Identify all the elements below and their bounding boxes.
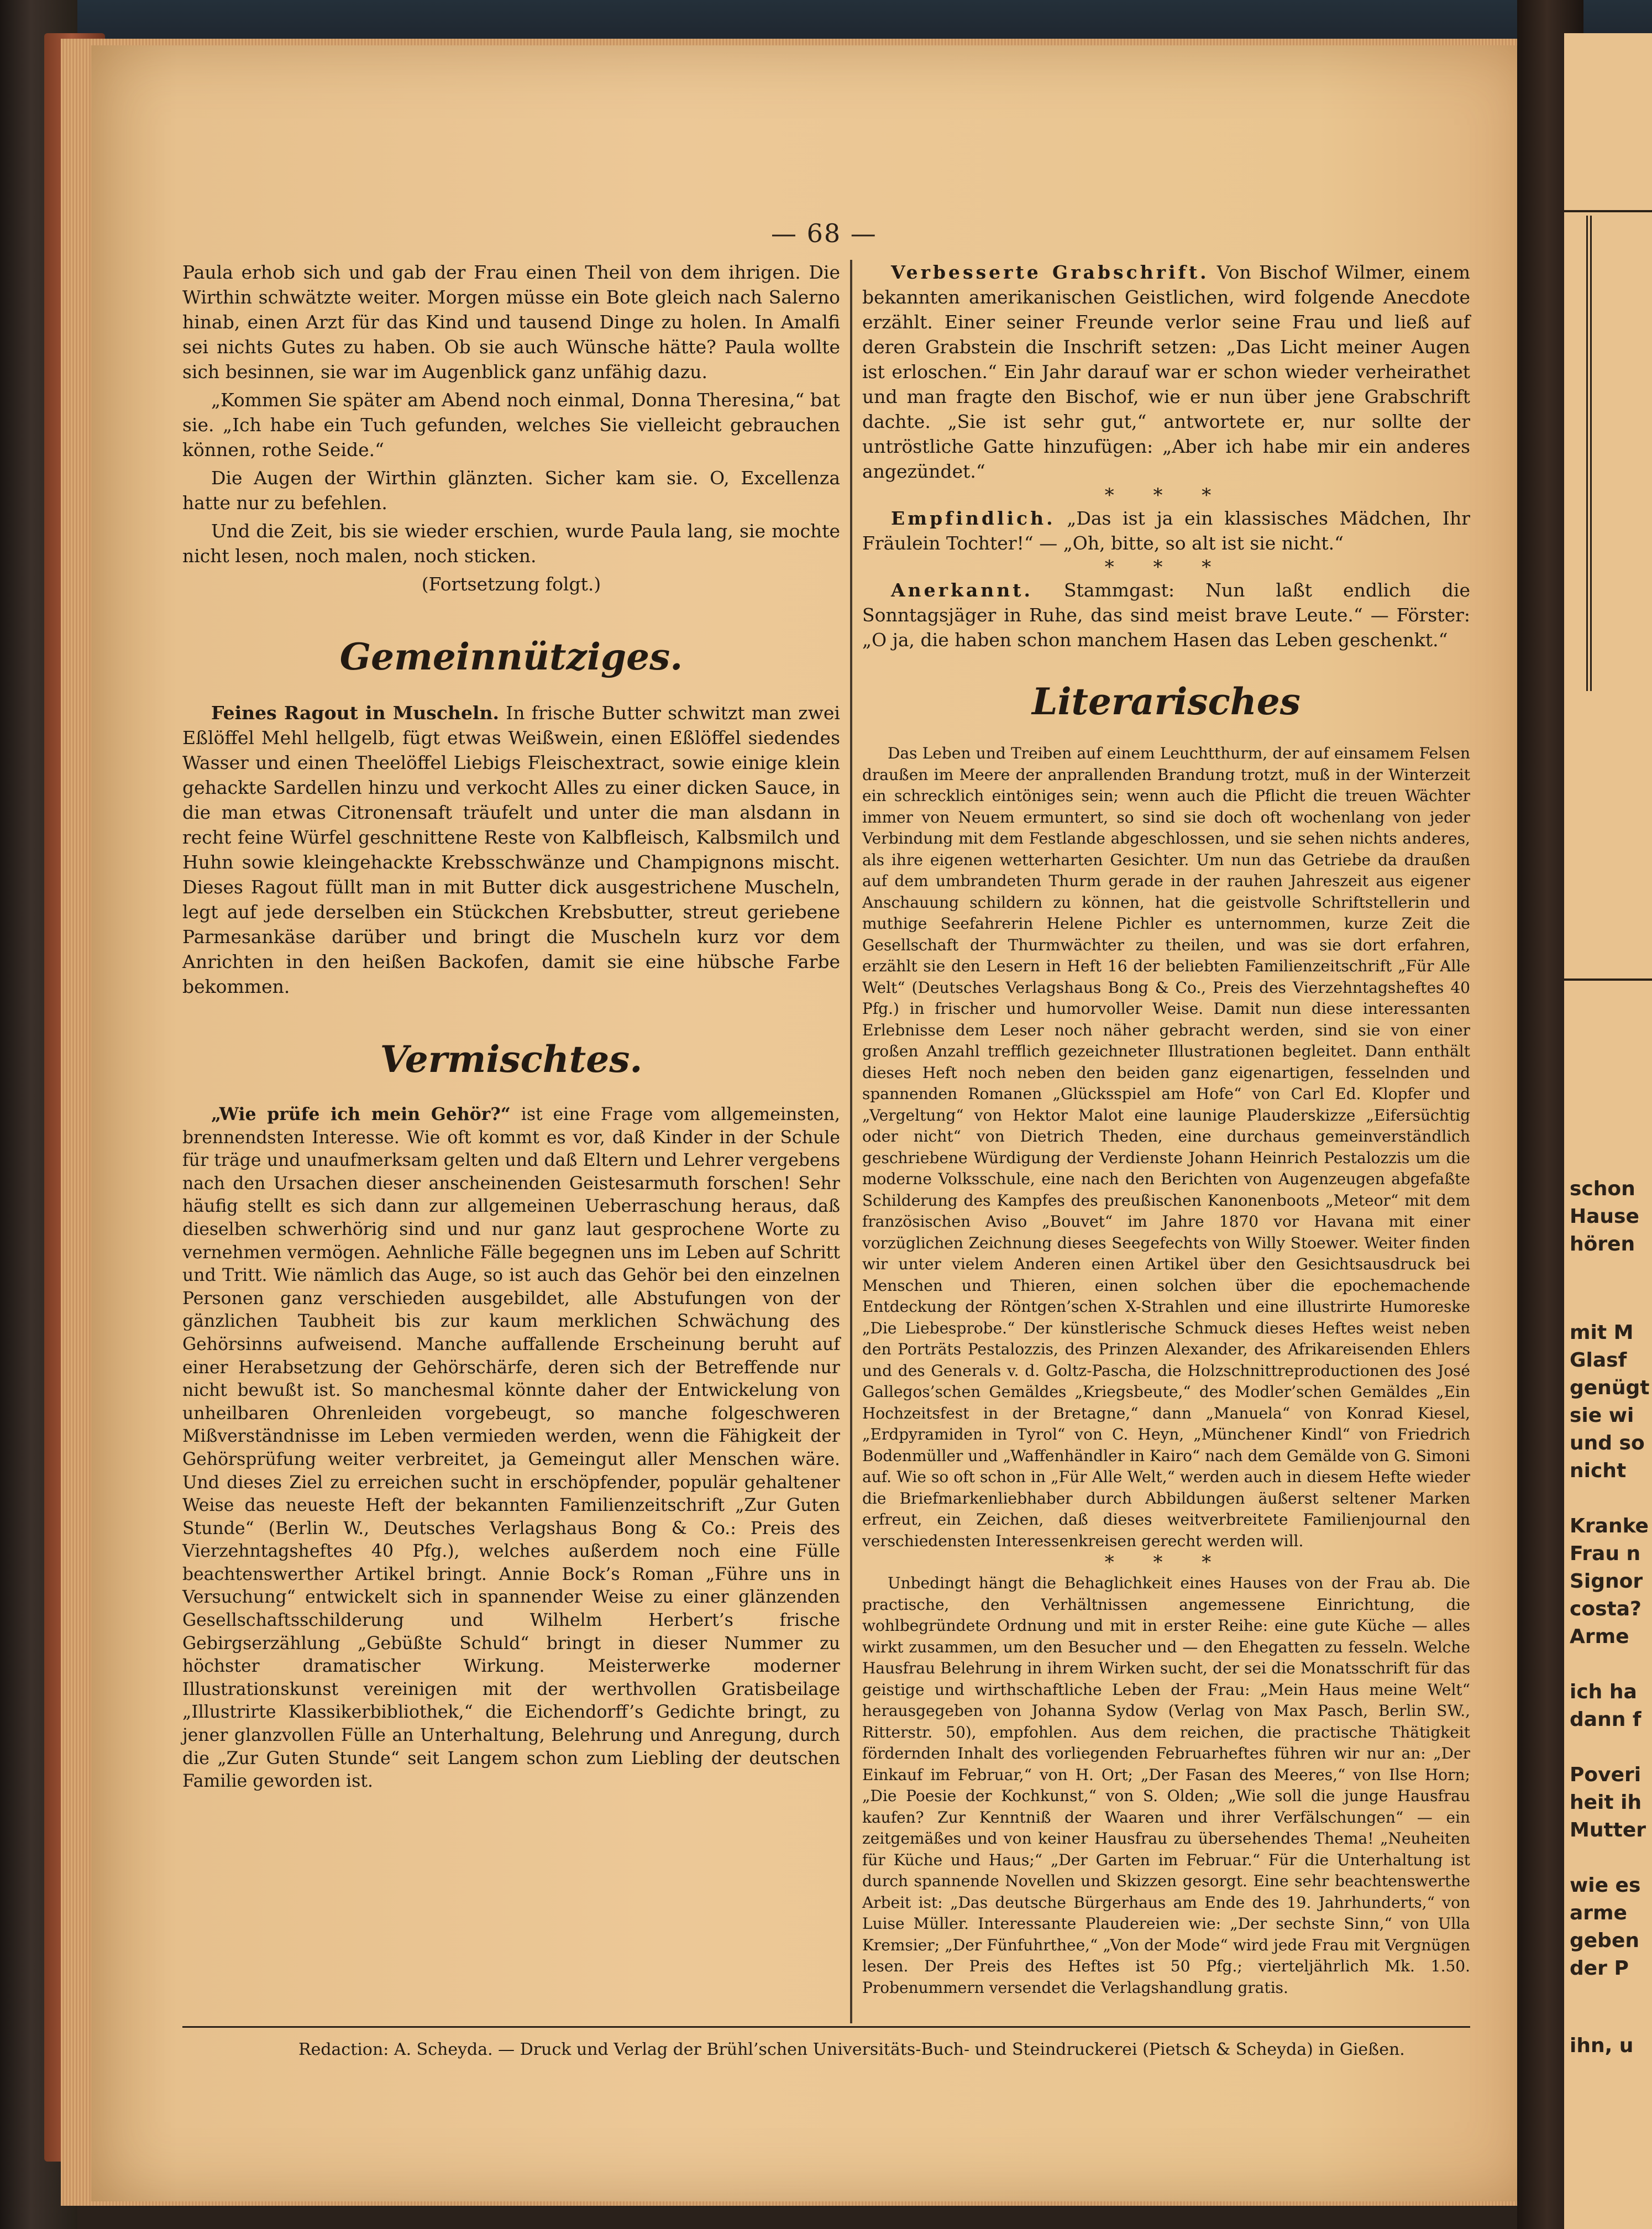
- recipe-article: [182, 700, 840, 999]
- joke-article: [862, 578, 1470, 652]
- section-heading-vermischtes: Vermischtes.: [380, 1038, 643, 1081]
- section-separator-stars: * * *: [1104, 484, 1228, 506]
- next-page-ornament: [1586, 216, 1652, 691]
- anecdote-article: [862, 260, 1470, 484]
- next-page-fragment: ihn, u: [1570, 2034, 1634, 2057]
- joke-article: [862, 506, 1470, 556]
- section-separator-stars: * * *: [1104, 1551, 1228, 1573]
- story-paragraph: „Kommen Sie später am Abend noch einmal, Donna Theresina,“ bat sie. „Ich habe ein Tuch gefunden, welches Sie vielleicht gebrauchen können, rothe Seide.“: [182, 389, 840, 461]
- article-text: Stammgast: Nun laßt endlich die Sonntagsjäger in Ruhe, das sind meist brave Leute.“ — Förster: „O ja, die haben schon manchem Hasen das Leben geschenkt.“: [862, 579, 1470, 651]
- section-heading-literarisches: Literarisches: [1032, 680, 1300, 723]
- misc-article: [182, 1103, 840, 1793]
- next-page-fragment: dann f: [1570, 1708, 1641, 1731]
- next-page-fragment: sie wi: [1570, 1404, 1634, 1427]
- next-page-fragment: nicht: [1570, 1459, 1627, 1482]
- next-page-fragment: Arme: [1570, 1625, 1629, 1648]
- footer-rule: [182, 2026, 1470, 2028]
- next-page-fragment: Mutter: [1570, 1819, 1646, 1841]
- story-paragraph: Und die Zeit, bis sie wieder erschien, wurde Paula lang, sie mochte nicht lesen, noch malen, noch sticken.: [182, 520, 840, 567]
- article-run-in-title: Verbesserte Grabschrift.: [891, 261, 1209, 283]
- page-number: — 68 —: [771, 218, 877, 248]
- next-page-fragment: schon: [1570, 1178, 1635, 1200]
- next-page-fragment: ich ha: [1570, 1681, 1637, 1703]
- next-page-fragment: Signor: [1570, 1570, 1643, 1593]
- next-page-fragment: hören: [1570, 1233, 1635, 1255]
- next-page-fragment: arme: [1570, 1902, 1627, 1924]
- next-page-fragment: costa?: [1570, 1598, 1641, 1620]
- next-page-fragment: Glasf: [1570, 1349, 1627, 1372]
- section-heading-gemeinnuetziges: Gemeinnütziges.: [339, 635, 683, 678]
- left-column: [182, 260, 840, 1797]
- article-text: „Das ist ja ein klassisches Mädchen, Ihr Fräulein Tochter!“ — „Oh, bitte, so alt ist sie nicht.“: [862, 507, 1470, 554]
- article-run-in-title: Empfindlich.: [891, 507, 1056, 529]
- literary-review: Unbedingt hängt die Behaglichkeit eines Hauses von der Frau ab. Die practische, den Verhältnissen angemessene Einrichtung, die wohlbegründete Ordnung und mit in erster Reihe: eine gute Küche — alles wirkt zusammen, um den Besucher und — den Ehegatten zu fesseln. Welche Hausfrau Belehrung in ihrem Wirken sucht, der sei die Monatsschrift für das geistige und wirthschaftliche Leben der Frau: „Mein Haus meine Welt“ herausgegeben von Johanna Sydow (Verlag von Max Pasch, Berlin SW., Ritterstr. 50), empfohlen. Aus dem reichen, die practische Thätigkeit fördernden Inhalt des vorliegenden Februarheftes führen wir nur an: „Der Einkauf im Februar,“ von H. Ort; „Der Fasan des Meeres,“ von Ilse Horn; „Die Poesie der Kochkunst,“ von S. Olden; „Wie soll die junge Hausfrau kaufen? Zur Kenntniß der Waaren und ihrer Verfälschungen“ — ein zeitgemäßes und von keiner Hausfrau zu übersehendes Thema! „Neuheiten für Küche und Haus;“ „Der Garten im Februar.“ Für die Unterhaltung ist durch spannende Novellen und Skizzen gesorgt. Eine sehr beachtenswerthe Arbeit ist: „Das deutsche Bürgerhaus am Ende des 19. Jahrhunderts,“ von Luise Müller. Interessante Plaudereien wie: „Der sechste Sinn,“ von Ulla Kremsier; „Der Fünfuhrthee,“ „Von der Mode“ wird jede Frau mit Vergnügen lesen. Der Preis des Heftes ist 50 Pfg.; vierteljährlich Mk. 1.50. Probenummern versendet die Verlagshandlung gratis.: [862, 1574, 1470, 1997]
- next-page-fragment: mit M: [1570, 1321, 1634, 1344]
- next-page-fragment: geben: [1570, 1929, 1639, 1952]
- next-page: [1564, 33, 1652, 2229]
- column-divider: [850, 260, 852, 2023]
- right-column: [862, 260, 1470, 1998]
- next-page-fragment: Poveri: [1570, 1764, 1641, 1786]
- continued-note: (Fortsetzung folgt.): [421, 573, 601, 595]
- next-page-fragment: Hause: [1570, 1205, 1639, 1228]
- section-separator-stars: * * *: [1104, 556, 1228, 578]
- article-run-in-title: Anerkannt.: [891, 579, 1033, 601]
- story-paragraph: Paula erhob sich und gab der Frau einen Theil von dem ihrigen. Die Wirthin schwätzte weiter. Morgen müsse ein Bote gleich nach Salerno hinab, einen Arzt für das Kind und tausend Dinge zu holen. In Amalfi sei nichts Gutes zu haben. Ob sie auch Wünsche hätte? Paula wollte sich besinnen, sie war im Augenblick ganz unfähig dazu.: [182, 261, 840, 383]
- next-page-rule: [1564, 210, 1652, 212]
- article-run-in-title: Feines Ragout in Muscheln.: [211, 702, 499, 724]
- article-text: Von Bischof Wilmer, einem bekannten amerikanischen Geistlichen, wird folgende Anecdote erzählt. Einer seiner Freunde verlor seine Frau und ließ auf deren Grabstein die Inschrift setzen: „Das Licht meiner Augen ist erloschen.“ Ein Jahr darauf war er schon wieder verheirathet und man fragte den Bischof, wie er nun über jene Grabschrift dachte. „Sie ist sehr gut,“ antwortete er, nur sollte der untröstliche Gatte hinzufügen: „Aber ich habe mir ein anderes angezündet.“: [862, 261, 1470, 482]
- next-page-fragment: Frau n: [1570, 1542, 1641, 1565]
- imprint-footer: Redaction: A. Scheyda. — Druck und Verlag der Brühl’schen Universitäts-Buch- und Steindruckerei (Pietsch & Scheyda) in Gießen.: [298, 2040, 1405, 2059]
- literary-review: Das Leben und Treiben auf einem Leuchtthurm, der auf einsamem Felsen draußen im Meere der anprallenden Brandung trotzt, muß in der Winterzeit ein schrecklich eintöniges sein; wenn auch die Pflicht die treuen Wächter immer von Neuem ermuntert, so sind sie doch oft wochenlang von jeder Verbindung mit dem Festlande abgeschlossen, und sie sehen nichts anderes, als ihre eigenen wetterharten Gesichter. Um nun das Getriebe da draußen auf dem umbrandeten Thurm gerade in der rauhen Jahreszeit aus eigener Anschauung schildern zu können, hat die geistvolle Schriftstellerin und muthige Seefahrerin Helene Pichler es unternommen, kurze Zeit die Gesellschaft der Thurmwächter zu theilen, und was sie dort erfahren, erzählt sie den Lesern in Heft 16 der beliebten Familienzeitschrift „Für Alle Welt“ (Deutsches Verlagshaus Bong & Co., Preis des Vierzehntagsheftes 40 Pfg.) in frischer und humorvoller Weise. Damit nun diese interessanten Erlebnisse dem Leser noch näher gebracht werden, sind sie von einer großen Anzahl trefflich gezeichneter Illustrationen begleitet. Dann enthält dieses Heft noch neben den beiden ganz eigenartigen, fesselnden und spannenden Romanen „Glücksspiel am Hofe“ von Carl Ed. Klopfer und „Vergeltung“ von Hektor Malot eine launige Plauderskizze „Eifersüchtig oder nicht“ von Dietrich Theden, eine durchaus gemeinverständlich geschriebene Würdigung der Verdienste Johann Heinrich Pestalozzis um die moderne Volksschule, eine nach den Berichten von Augenzeugen abgefaßte Schilderung des Kampfes des preußischen Kanonenboots „Meteor“ mit dem französischen Aviso „Bouvet“ im Jahre 1870 vor Havana mit einer vorzüglichen Zeichnung dieses Seegefechts von Willy Stoewer. Weiter finden wir unter vielem Anderen einen Artikel über den Gesichtsausdruck bei Menschen und Thieren, einen solchen über die epochemachende Entdeckung der Röntgen’schen X-Strahlen und eine illustrirte Humoreske „Die Liebesprobe.“ Der künstlerische Schmuck dieses Heftes weist neben den Porträts Pestalozzis, des Prinzen Alexander, des Afrikareisenden Ehlers und des Generals v. d. Goltz-Pascha, die Holzschnittreproductionen des José Gallegos’schen Gemäldes „Kriegsbeute,“ des Modler’schen Gemäldes „Ein Hochzeitsfest in der Bretagne,“ dann „Manuela“ von Konrad Kiesel, „Erdpyramiden in Tyrol“ von C. Heyn, „Münchener Kindl“ von Friedrich Bodenmüller und „Waffenhändler in Kairo“ nach dem Gemälde von G. Simoni auf. Wie so oft schon in „Für Alle Welt,“ werden auch in diesem Hefte wieder die Briefmarkenliebhaber durch Abbildungen äußerst seltener Marken erfreut, ein Zeichen, daß dieses weitverbreitete Familienjournal den verschiedensten Interessenkreisen gerecht werden will.: [862, 744, 1470, 1550]
- article-text: In frische Butter schwitzt man zwei Eßlöffel Mehl hellgelb, fügt etwas Weißwein, einen Eßlöffel siedendes Wasser und einen Theelöffel Liebigs Fleischextract, sowie einige klein gehackte Sardellen hinzu und verkocht Alles zu einer dicken Sauce, in die man etwas Citronensaft träufelt und unter die man alsdann in recht feine Würfel geschnittene Reste von Kalbfleisch, Kalbsmilch und Huhn sowie kleingehackte Krebsschwänze und Champignons mischt. Dieses Ragout füllt man in mit Butter dick ausgestrichene Muscheln, legt auf jede derselben ein Stückchen Krebsbutter, streut geriebene Parmesankäse darüber und bringt die Muscheln kurz vor dem Anrichten in den heißen Backofen, damit sie eine hübsche Farbe bekommen.: [182, 702, 840, 997]
- next-page-fragment: und so: [1570, 1432, 1645, 1454]
- article-text: ist eine Frage vom allgemeinsten, brennendsten Interesse. Wie oft kommt es vor, daß Kinder in der Schule für träge und unaufmerksam gelten und daß Eltern und Lehrer vergebens nach den Ursachen dieser anscheinenden Geistesarmuth forschen! Sehr häufig stellt es sich dann zur allgemeinen Ueberraschung heraus, daß dieselben schwerhörig sind und nur ganz laut gesprochene Worte zu vernehmen vermögen. Aehnliche Fälle begegnen uns im Leben auf Schritt und Tritt. Wie nämlich das Auge, so ist auch das Gehör bei den einzelnen Personen ganz verschieden ausgebildet, alle Abstufungen von der gänzlichen Taubheit bis zur kaum merklichen Schwächung des Gehörsinns aufweisend. Manche auffallende Erscheinung beruht auf einer Herabsetzung der Gehörschärfe, deren sich der Betreffende nur nicht bewußt ist. So manchesmal könnte daher der Entwickelung von unheilbaren Ohrenleiden vorgebeugt, so manche folgeschweren Mißverständnisse im Leben vermieden werden, wenn die Fähigkeit der Gehörsprüfung weiter verbreitet, ja Gemeingut aller Menschen wäre. Und dieses Ziel zu erreichen sucht in erschöpfender, populär gehaltener Weise das neueste Heft der bekannten Familienzeitschrift „Zur Guten Stunde“ (Berlin W., Deutsches Verlagshaus Bong & Co.: Preis des Vierzehntagsheftes 40 Pfg.), welches außerdem noch eine Fülle beachtenswerther Artikel bringt. Annie Bock’s Roman „Führe uns in Versuchung“ entwickelt sich in spannender Weise zu einer glänzenden Gesellschaftsschilderung und Wilhelm Herbert’s frische Gebirgserzählung „Gebüßte Schuld“ bringt in dieser Nummer zu höchster dramatischer Wirkung. Meisterwerke moderner Illustrationskunst vereinigen mit der werthvollen Gratisbeilage „Illustrirte Klassikerbibliothek,“ die Eichendorff’s Gedichte bringt, zu jener glanzvollen Fülle an Unterhaltung, Belehrung und Anregung, durch die „Zur Guten Stunde“ seit Langem schon zum Liebling der deutschen Familie geworden ist.: [182, 1105, 840, 1792]
- next-page-fragment: heit ih: [1570, 1791, 1642, 1814]
- next-page-fragment: der P: [1570, 1957, 1629, 1980]
- next-page-fragment: wie es: [1570, 1874, 1641, 1897]
- next-page-rule: [1564, 979, 1652, 981]
- next-page-fragment: Kranke: [1570, 1515, 1649, 1537]
- article-run-in-title: „Wie prüfe ich mein Gehör?“: [211, 1104, 511, 1124]
- next-page-fragment: genügt: [1570, 1377, 1650, 1399]
- story-paragraph: Die Augen der Wirthin glänzten. Sicher kam sie. O, Excellenza hatte nur zu befehlen.: [182, 467, 840, 514]
